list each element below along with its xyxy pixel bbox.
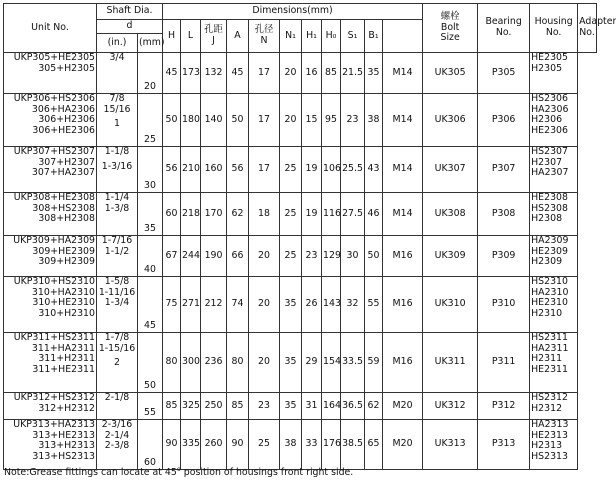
s1-cell: 21.5 [341,53,365,94]
h0-cell: 176 [322,420,341,470]
shaft-mm-cell: 50 [138,333,163,393]
table-body [4,53,597,470]
a-cell: 80 [227,333,249,393]
l-cell: 210 [181,147,201,193]
bearing-no-cell: UK309 [423,236,478,277]
a-cell: 50 [227,94,249,147]
s1-cell: 27.5 [341,193,365,236]
h1-cell: 33 [302,420,322,470]
shaft-inch-cell: 2-1/8 [97,393,138,420]
shaft-mm-cell: 45 [138,277,163,333]
l-cell: 244 [181,236,201,277]
n-cell: 23 [249,393,280,420]
shaft-mm-cell: 30 [138,147,163,193]
s1-cell: 38.5 [341,420,365,470]
s1-cell: 23 [341,94,365,147]
b1-cell: 55 [365,277,383,333]
j-cell: 236 [201,333,227,393]
unit-no-cell: UKP308+HE2308 308+HS2308 308+H2308 [4,193,97,236]
a-cell: 56 [227,147,249,193]
table-row [4,147,597,193]
h0-cell: 143 [322,277,341,333]
h-cell: 90 [163,420,181,470]
adapter-no-cell: HS2307 H2307 HA2307 [530,147,578,193]
bearing-no-cell: UK305 [423,53,478,94]
h1-cell: 29 [302,333,322,393]
unit-no-cell: UKP311+HS2311 311+HA2311 311+H2311 311+HE2311 [4,333,97,393]
shaft-inch-cell: 1-1/4 1-3/8 [97,193,138,236]
shaft-mm-cell: 20 [138,53,163,94]
b1-cell: 46 [365,193,383,236]
n1-cell: 35 [280,393,302,420]
s1-cell: 33.5 [341,333,365,393]
adapter-no-header: Adapter No. [578,4,597,53]
n-cell: 20 [249,277,280,333]
h0-cell: 154 [322,333,341,393]
adapter-no-cell: HE2305 H2305 [530,53,578,94]
a-header: A [227,20,249,53]
bolt-size-cell: M14 [383,94,423,147]
j-cell: 132 [201,53,227,94]
unit-no-cell: UKP306+HS2306 306+HA2306 306+H2306 306+HE2306 [4,94,97,147]
bolt-size-header: 螺栓 Bolt Size [423,4,478,53]
h0-cell: 106 [322,147,341,193]
shaft-inch-cell: 3/4 [97,53,138,94]
j-cell: 140 [201,94,227,147]
housing-no-cell: P308 [478,193,530,236]
shaft-inch-cell: 7/8 15/16 1 [97,94,138,147]
bolt-size-cell: M20 [383,420,423,470]
unit-no-header: Unit No. [4,4,97,53]
adapter-no-cell: HS2306 HA2306 H2306 HE2306 [530,94,578,147]
bolt-size-cell: M20 [383,393,423,420]
shaft-d-header: d [97,20,163,34]
h1-cell: 19 [302,147,322,193]
shaft-mm-cell: 40 [138,236,163,277]
shaft-mm-header: (mm) [138,34,163,53]
h-cell: 45 [163,53,181,94]
unit-no-cell: UKP313+HA2313 313+HE2313 313+H2313 313+HS2313 [4,420,97,470]
h0-cell: 129 [322,236,341,277]
table-row [4,193,597,236]
j-cell: 250 [201,393,227,420]
h-cell: 85 [163,393,181,420]
n1-cell: 20 [280,94,302,147]
h1-cell: 19 [302,193,322,236]
j-cell: 260 [201,420,227,470]
table-row [4,236,597,277]
l-cell: 271 [181,277,201,333]
bolt-size-cell: M16 [383,277,423,333]
b1-cell: 65 [365,420,383,470]
shaft-inch-cell: 1-5/8 1-11/16 1-3/4 [97,277,138,333]
h-cell: 80 [163,333,181,393]
bearing-no-cell: UK310 [423,277,478,333]
n-cell: 20 [249,236,280,277]
housing-no-cell: P312 [478,393,530,420]
grease-fitting-note: Note:Grease fittings can locate at 45$^o$ position of housings front right side. [4,464,354,478]
n1-cell: 25 [280,147,302,193]
h0-cell: 116 [322,193,341,236]
n1-cell: 35 [280,277,302,333]
s1-cell: 32 [341,277,365,333]
h-header: H [163,20,181,53]
h1-header: H₁ [302,20,322,53]
b1-cell: 50 [365,236,383,277]
adapter-no-cell: HS2310 HA2310 HE2310 H2310 [530,277,578,333]
s1-cell: 25.5 [341,147,365,193]
housing-no-cell: P309 [478,236,530,277]
h0-cell: 95 [322,94,341,147]
j-cell: 212 [201,277,227,333]
h1-cell: 23 [302,236,322,277]
a-cell: 66 [227,236,249,277]
b1-cell: 35 [365,53,383,94]
b1-cell: 59 [365,333,383,393]
shaft-inch-cell: 1-7/16 1-1/2 [97,236,138,277]
h-cell: 50 [163,94,181,147]
a-cell: 45 [227,53,249,94]
l-cell: 300 [181,333,201,393]
shaft-mm-cell: 55 [138,393,163,420]
l-cell: 218 [181,193,201,236]
l-header: L [181,20,201,53]
h0-header: H₀ [322,20,341,53]
s1-cell: 36.5 [341,393,365,420]
h1-cell: 15 [302,94,322,147]
housing-no-cell: P313 [478,420,530,470]
n-cell: 18 [249,193,280,236]
n1-cell: 25 [280,236,302,277]
table-row [4,420,597,470]
bolt-size-cell: M16 [383,333,423,393]
n-cell: 17 [249,147,280,193]
b1-cell: 62 [365,393,383,420]
adapter-no-cell: HA2309 HE2309 H2309 [530,236,578,277]
table-row [4,393,597,420]
unit-no-cell: UKP312+HS2312 312+H2312 [4,393,97,420]
j-cell: 160 [201,147,227,193]
h0-cell: 85 [322,53,341,94]
shaft-inch-cell: 1-7/8 1-15/16 2 [97,333,138,393]
l-cell: 335 [181,420,201,470]
shaft-mm-cell: 35 [138,193,163,236]
adapter-no-cell: HS2311 HA2311 H2311 HE2311 [530,333,578,393]
j-cell: 190 [201,236,227,277]
bolt-size-cell: M14 [383,193,423,236]
h1-cell: 16 [302,53,322,94]
bearing-no-header: Bearing No. [478,4,530,53]
l-cell: 325 [181,393,201,420]
a-cell: 74 [227,277,249,333]
n-cell: 25 [249,420,280,470]
unit-no-cell: UKP305+HE2305 305+H2305 [4,53,97,94]
unit-no-cell: UKP310+HS2310 310+HA2310 310+HE2310 310+H2310 [4,277,97,333]
n-header: 孔径 N [249,20,280,53]
n1-cell: 38 [280,420,302,470]
l-cell: 173 [181,53,201,94]
bearing-no-cell: UK312 [423,393,478,420]
bolt-size-cell: M14 [383,147,423,193]
shaft-inch-cell: 1-1/8 1-3/16 [97,147,138,193]
table-row [4,94,597,147]
table-row [4,277,597,333]
b1-cell: 38 [365,94,383,147]
table-row [4,53,597,94]
j-cell: 170 [201,193,227,236]
h-cell: 67 [163,236,181,277]
adapter-no-cell: HA2313 HE2313 H2313 HS2313 [530,420,578,470]
housing-no-cell: P307 [478,147,530,193]
shaft-mm-cell: 25 [138,94,163,147]
unit-no-cell: UKP307+HS2307 307+H2307 307+HA2307 [4,147,97,193]
bolt-size-cell: M16 [383,236,423,277]
h0-cell: 164 [322,393,341,420]
a-cell: 90 [227,420,249,470]
housing-no-cell: P310 [478,277,530,333]
n1-cell: 20 [280,53,302,94]
n-cell: 20 [249,333,280,393]
b1-cell: 43 [365,147,383,193]
bearing-no-cell: UK308 [423,193,478,236]
housing-no-header: Housing No. [530,4,578,53]
shaft-mm-cell: 60 [138,420,163,470]
b1-header: B₁ [365,20,383,53]
h-cell: 75 [163,277,181,333]
housing-no-cell: P306 [478,94,530,147]
n1-cell: 35 [280,333,302,393]
h-cell: 60 [163,193,181,236]
n1-header: N₁ [280,20,302,53]
h-cell: 56 [163,147,181,193]
h1-cell: 26 [302,277,322,333]
housing-no-cell: P311 [478,333,530,393]
s1-header: S₁ [341,20,365,53]
dimensions-header: Dimensions(mm) [163,4,423,20]
bolt-size-cell: M14 [383,53,423,94]
table-row [4,333,597,393]
h1-cell: 31 [302,393,322,420]
bearing-no-cell: UK311 [423,333,478,393]
l-cell: 180 [181,94,201,147]
bearing-no-cell: UK306 [423,94,478,147]
j-header: 孔距 J [201,20,227,53]
bearing-no-cell: UK313 [423,420,478,470]
bearing-no-cell: UK307 [423,147,478,193]
n1-cell: 25 [280,193,302,236]
housing-no-cell: P305 [478,53,530,94]
n-cell: 17 [249,94,280,147]
adapter-no-cell: HE2308 HS2308 H2308 [530,193,578,236]
s1-cell: 30 [341,236,365,277]
a-cell: 85 [227,393,249,420]
bearing-unit-spec-table [3,3,616,470]
a-cell: 62 [227,193,249,236]
adapter-no-cell: HS2312 H2312 [530,393,578,420]
shaft-in-header: (in.) [97,34,138,53]
shaft-inch-cell: 2-3/16 2-1/4 2-3/8 [97,420,138,470]
n-cell: 17 [249,53,280,94]
shaft-dia-header: Shaft Dia. [97,4,163,20]
unit-no-cell: UKP309+HA2309 309+HE2309 309+H2309 [4,236,97,277]
